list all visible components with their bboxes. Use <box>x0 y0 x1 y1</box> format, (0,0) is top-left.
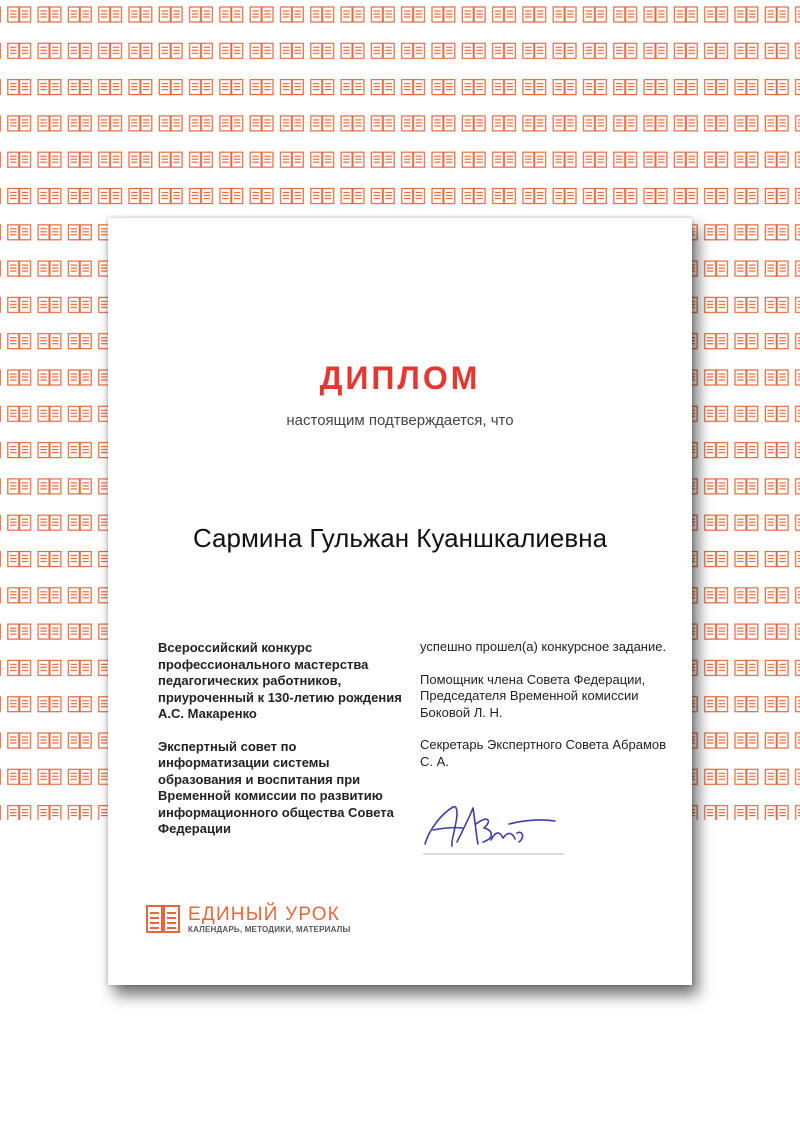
contest-name: Всероссийский конкурс профессионального мастерства педагогических работников, приуроченный к 130-летию рождения А.С. Макаренко <box>158 640 402 721</box>
expert-council: Экспертный совет по информатизации системы образования и воспитания при Временной комиссии по развитию информационного общества Совета Федерации <box>158 738 394 836</box>
open-book-icon <box>146 904 180 934</box>
signature-image <box>421 800 566 860</box>
left-column <box>158 640 403 838</box>
diploma-sheet <box>108 218 692 985</box>
diploma-subtitle: настоящим подтверждается, что <box>286 412 514 429</box>
logo-tagline: КАЛЕНДАРЬ, МЕТОДИКИ, МАТЕРИАЛЫ <box>188 925 351 934</box>
right-column <box>420 639 682 770</box>
assistant-signatory: Помощник члена Совета Федерации, Председателя Временной комиссии Боковой Л. Н. <box>420 671 646 720</box>
result-text: успешно прошел(а) конкурсное задание. <box>420 639 667 654</box>
diploma-title: ДИПЛОМ <box>319 360 481 396</box>
secretary-signatory: Секретарь Экспертного Совета Абрамов С. А. <box>420 737 667 769</box>
recipient-name: Сармина Гульжан Куаншкалиевна <box>192 523 608 553</box>
logo-name: ЕДИНЫЙ УРОК <box>188 904 341 925</box>
